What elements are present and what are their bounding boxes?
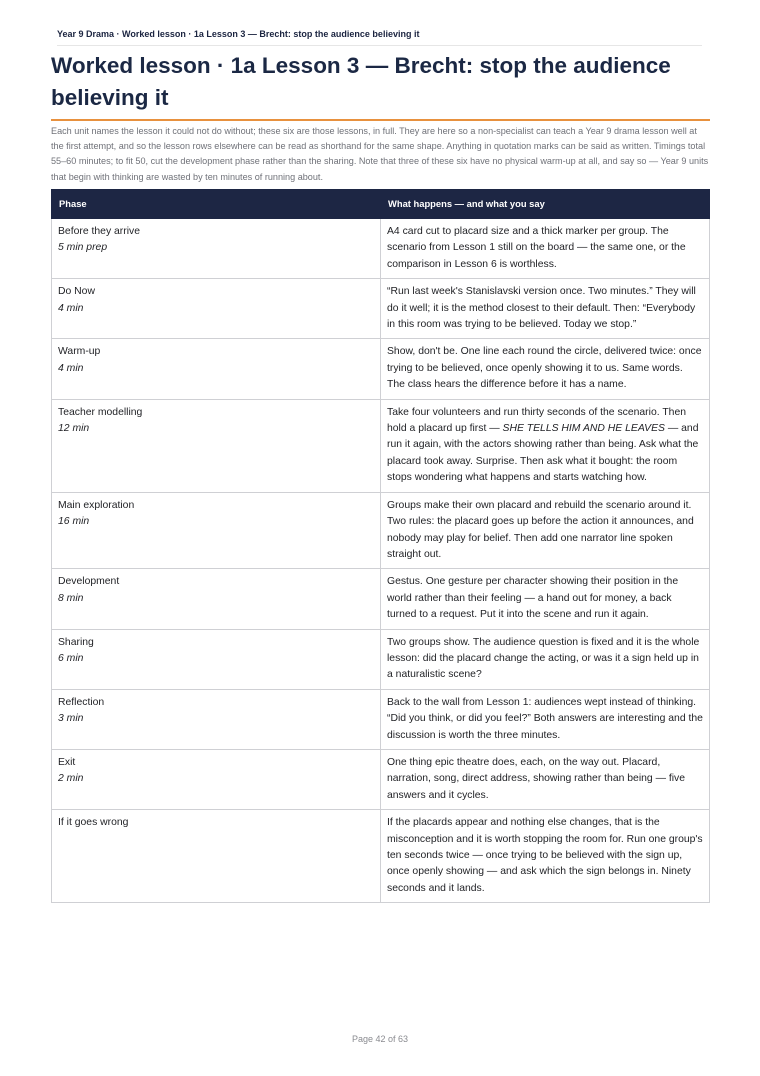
page-number: Page 42 of 63 xyxy=(351,1034,409,1044)
description-text: Take four volunteers and run thirty seconds of the scenario. Then hold a placard up first — xyxy=(387,406,686,435)
phase-timing: 4 min xyxy=(58,362,84,374)
phase-timing: 5 min prep xyxy=(58,242,108,254)
table-row xyxy=(52,569,710,629)
phase-timing: 12 min xyxy=(58,423,90,435)
phase-name: Do Now xyxy=(58,286,95,298)
lesson-plan-table xyxy=(51,189,710,903)
phase-name: Main exploration xyxy=(58,499,135,511)
phase-cell xyxy=(52,749,381,809)
table-row xyxy=(52,492,710,569)
phase-cell xyxy=(52,810,381,903)
phase-timing: 16 min xyxy=(58,516,90,528)
table-row xyxy=(52,629,710,689)
table-row xyxy=(52,219,710,279)
phase-name: Reflection xyxy=(58,696,105,708)
table-row xyxy=(52,279,710,339)
phase-name: Teacher modelling xyxy=(58,406,143,418)
table-row xyxy=(52,810,710,903)
phase-name: Development xyxy=(58,576,120,588)
phase-cell xyxy=(52,629,381,689)
phase-cell xyxy=(52,492,381,569)
phase-name: Sharing xyxy=(58,636,94,648)
table-row xyxy=(52,749,710,809)
phase-cell xyxy=(52,689,381,749)
phase-timing: 8 min xyxy=(58,592,84,604)
phase-name: Before they arrive xyxy=(58,226,141,237)
phase-timing: 3 min xyxy=(58,713,84,725)
table-row xyxy=(52,339,710,399)
phase-name: Warm-up xyxy=(58,346,101,358)
column-header-phase: Phase xyxy=(52,190,381,219)
table-header-row xyxy=(52,190,710,219)
phase-cell xyxy=(52,339,381,399)
description-cell: Back to the wall from Lesson 1: audiences wept instead of thinking. “Did you think, or did you feel?” Both answers are interesting and the discussion is worth the three minutes. xyxy=(381,689,710,749)
phase-name: Exit xyxy=(58,756,76,768)
description-cell: Show, don't be. One line each round the circle, delivered twice: once trying to be believed, once openly showing it to us. Same words. The class hears the difference before it has a name. xyxy=(381,339,710,399)
description-cell: Gestus. One gesture per character showing their position in the world rather than their feeling — a hand out for money, a back turned to a request. Put it into the scene and run it again. xyxy=(381,569,710,629)
column-header-what-happens: What happens — and what you say xyxy=(381,190,710,219)
description-cell xyxy=(381,399,710,492)
table-row xyxy=(52,399,710,492)
description-cell: Two groups show. The audience question is fixed and it is the whole lesson: did the placard change the acting, or was it a sign held up in a naturalistic scene? xyxy=(381,629,710,689)
description-cell: Groups make their own placard and rebuild the scenario around it. Two rules: the placard goes up before the action it announces, and nobody may play for belief. Then add one narrator line spoken straight out. xyxy=(381,492,710,569)
description-cell: “Run last week's Stanislavski version once. Two minutes.” They will do it well; it is the method closest to their default. Then: “Everybody in this room was trying to be believed. Today we stop.” xyxy=(381,279,710,339)
intro-paragraph: Each unit names the lesson it could not do without; these six are those lessons, in full. They are here so a non-specialist can teach a Year 9 drama lesson well at the first attempt, and so the lesson rows elsewhere can be read as shorthand for the same shape. Anything in quotation marks can be said as written. Timings total 55–60 minutes; to fit 50, cut the development phase rather than the sharing. Note that three of these six have no physical warm-up at all, and say so — Year 9 units that begin with thinking are wasted by ten minutes of running about. xyxy=(51,126,709,182)
description-cell: One thing epic theatre does, each, on the way out. Placard, narration, song, direct address, showing rather than being — five answers and it cycles. xyxy=(381,749,710,809)
phase-cell xyxy=(52,279,381,339)
page-title: Worked lesson · 1a Lesson 3 — Brecht: stop the audience believing it xyxy=(51,53,671,110)
phase-timing: 2 min xyxy=(58,773,84,785)
description-cell: If the placards appear and nothing else changes, that is the misconception and it is worth stopping the room for. Run one group's ten seconds twice — once trying to be believed with the sign up, once openly showing — and ask which the sign belongs in. Ninety seconds and it lands. xyxy=(381,810,710,903)
placard-text: SHE TELLS HIM AND HE LEAVES xyxy=(502,423,665,435)
phase-timing: 4 min xyxy=(58,302,84,314)
title-underline xyxy=(51,119,710,121)
running-head: Year 9 Drama · Worked lesson · 1a Lesson 3 — Brecht: stop the audience believing it xyxy=(57,29,702,46)
phase-name: If it goes wrong xyxy=(58,817,129,829)
phase-cell xyxy=(52,219,381,279)
description-cell: A4 card cut to placard size and a thick marker per group. The scenario from Lesson 1 still on the board — the same one, or the comparison in Lesson 6 is worthless. xyxy=(381,219,710,279)
table-row xyxy=(52,689,710,749)
phase-cell xyxy=(52,399,381,492)
phase-cell xyxy=(52,569,381,629)
phase-timing: 6 min xyxy=(58,652,84,664)
description-text: — and run it again, with the actors showing rather than being. Ask what the placard took away. Surprise. Then ask what it bought: the room stops wondering what happens and starts watching how. xyxy=(387,423,699,484)
